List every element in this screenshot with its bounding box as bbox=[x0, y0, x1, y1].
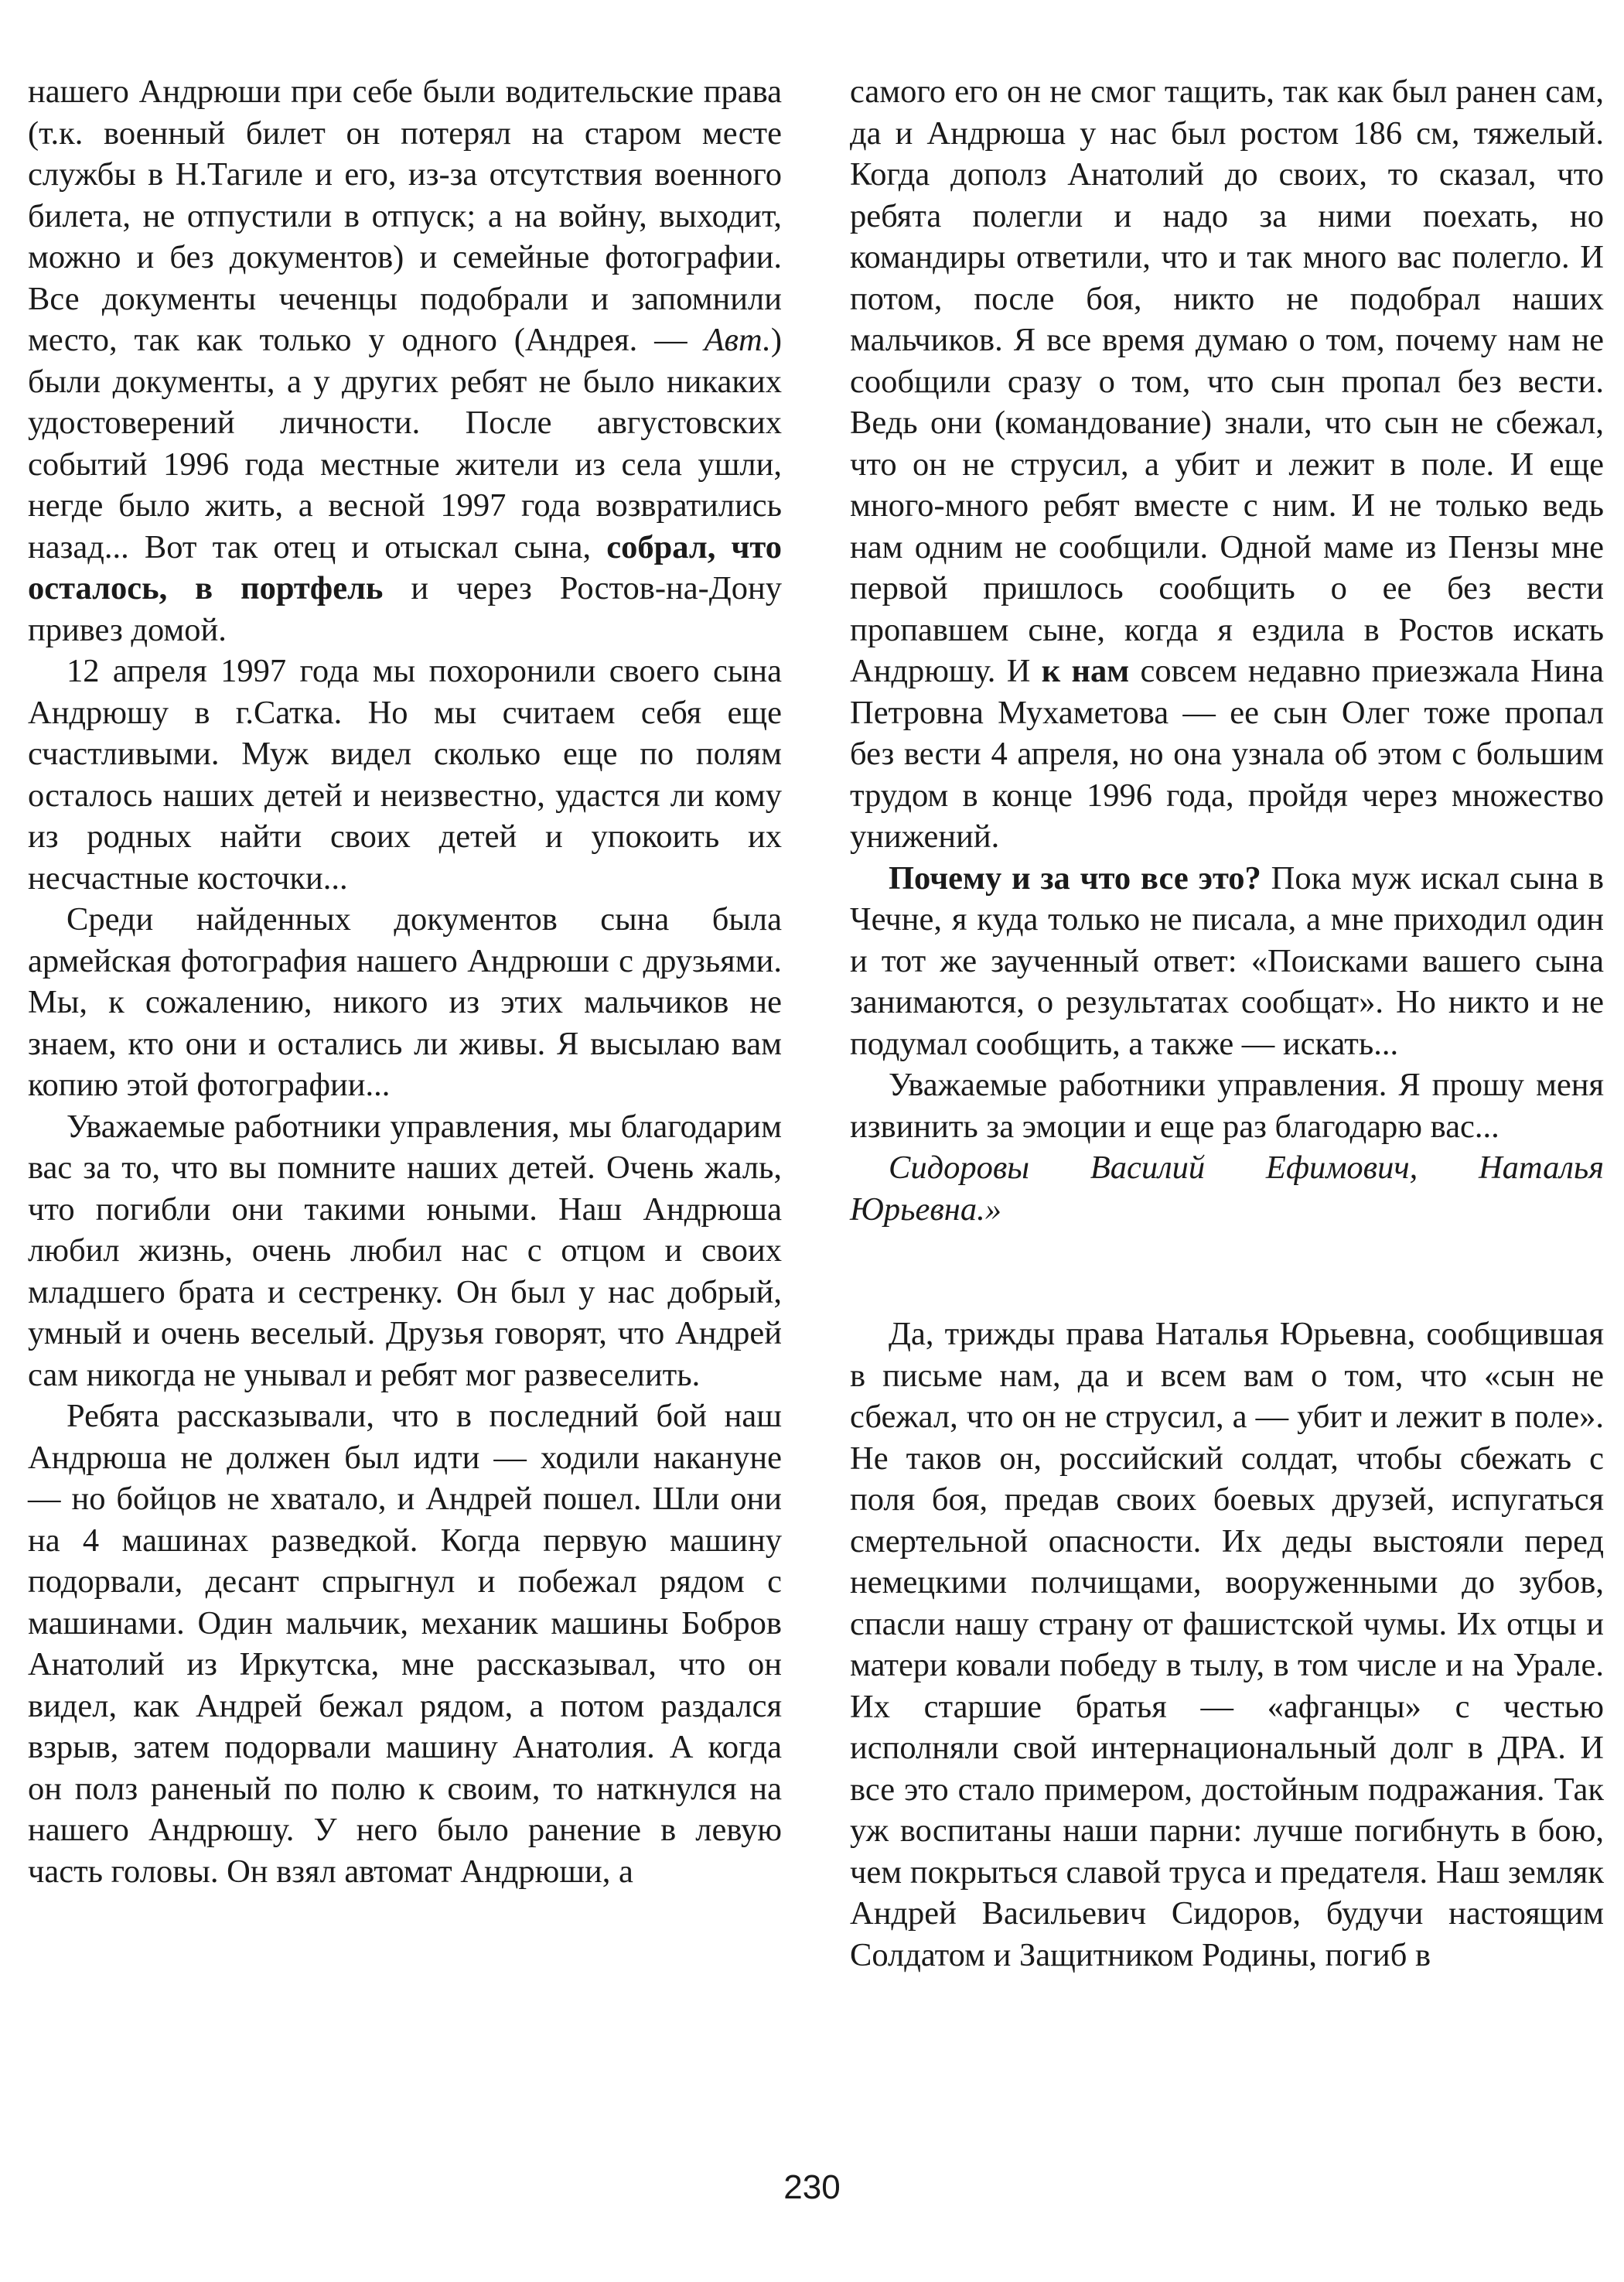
letter-signature: Сидоровы Василий Ефимович, Наталья Юрьевна.» bbox=[850, 1150, 1604, 1228]
paragraph bbox=[850, 858, 1604, 1065]
emphasis-bold: к нам bbox=[1041, 653, 1130, 689]
text-run: самого его он не смог тащить, так как был ранен сам, да и Андрюша у нас был ростом 186 см, тяжелый. Когда дополз Анатолий до своих, то сказал, что ребята полегли и надо за ними поехать, но командиры ответили, что и так много вас полегло. И потом, после боя, никто не подобрал наших мальчиков. Я все время думаю о том, почему нам не сообщили сразу о том, что сын пропал без вести. Ведь они (командование) знали, что сын не сбежал, что он не струсил, а убит и лежит в поле. И еще много-много ребят вместе с ним. И не только ведь нам одним не сообщили. Одной маме из Пензы мне первой пришлось сообщить о ее без вести пропавшем сыне, когда я ездила в Ростов искать Андрюшу. И bbox=[850, 73, 1604, 689]
paragraph-continued bbox=[28, 71, 782, 651]
paragraph: 12 апреля 1997 года мы похоронили своего сына Андрюшу в г.Сатка. Но мы считаем себя еще счастливыми. Муж видел сколько еще по полям осталось наших детей и неизвестно, удастся ли кому из родных найти своих детей и упокоить их несчастные косточки... bbox=[28, 653, 782, 897]
text-run: совсем недавно приезжала Нина Петровна Мухаметова — ее сын Олег тоже пропал без вести 4 апреля, но она узнала об этом с большим трудом в конце 1996 года, пройдя через множество унижений. bbox=[850, 653, 1604, 855]
text-run: и через Ростов-на-Дону привез домой. bbox=[28, 570, 782, 648]
text-run: Пока муж искал сына в Чечне, я куда только не писала, а мне приходил один и тот же заученный ответ: «Поисками вашего сына занимаются, о результатах сообщат». Но никто и не подумал сообщить, а также — искать... bbox=[850, 859, 1604, 1062]
text-run: нашего Андрюши при себе были водительские права (т.к. военный билет он потерял на старом месте службы в Н.Тагиле и его, из-за отсутствия военного билета, не отпустили в отпуск; а на войну, выходит, можно и без документов) и семейные фотографии. Все документы чеченцы подобрали и запомнили место, так как только у одного (Андрея. — bbox=[28, 73, 782, 358]
left-text-column bbox=[28, 71, 782, 1892]
paragraph: Уважаемые работники управления, мы благодарим вас за то, что вы помните наших детей. Очень жаль, что погибли они такими юными. Наш Андрюша любил жизнь, очень любил нас с отцом и своих младшего брата и сестренку. Он был у нас добрый, умный и очень веселый. Друзья говорят, что Андрей сам никогда не унывал и ребят мог развеселить. bbox=[28, 1108, 782, 1393]
emphasis-bold: собрал, что осталось, в портфель bbox=[28, 528, 782, 606]
right-text-column bbox=[850, 71, 1604, 1976]
paragraph: Среди найденных документов сына была армейская фотография нашего Андрюши с друзьями. Мы, к сожалению, никого из этих мальчиков не знаем, кто они и остались ли живы. Я высылаю вам копию этой фотографии... bbox=[28, 901, 782, 1103]
paragraph: Ребята рассказывали, что в последний бой наш Андрюша не должен был идти — ходили накануне — но бойцов не хватало, и Андрей пошел. Шли они на 4 машинах разведкой. Когда первую машину подорвали, десант спрыгнул и побежал рядом с машинами. Один мальчик, механик машины Бобров Анатолий из Иркутска, мне рассказывал, что он видел, как Андрей бежал рядом, а потом раздался взрыв, затем подорвали машину Анатолия. А когда он полз раненый по полю к своим, то наткнулся на нашего Андрюшу. У него было ранение в левую часть головы. Он взял автомат Андрюши, а bbox=[28, 1398, 782, 1890]
text-run: ) были документы, а у других ребят не было никаких удостоверений личности. После августовских событий 1996 года местные жители из села ушли, негде было жить, а весной 1997 года возвратились назад... Вот так отец и отыскал сына, bbox=[28, 322, 782, 565]
paragraph: Да, трижды права Наталья Юрьевна, сообщившая в письме нам, да и всем вам о том, что «сын не сбежал, что он не струсил, а — убит и лежит в поле». Не таков он, российский солдат, чтобы сбежать с поля боя, предав своих боевых друзей, испугаться смертельной опасности. Их деды выстояли перед немецкими полчищами, вооруженными до зубов, спасли нашу страну от фашистской чумы. Их отцы и матери ковали победу в тылу, в том числе и на Урале. Их старшие братья — «афганцы» с честью исполняли свой интернациональный долг в ДРА. И все это стало примером, достойным подражания. Так уж воспитаны наши парни: лучше погибнуть в бою, чем покрыться славой труса и предателя. Наш земляк Андрей Васильевич Сидоров, будучи настоящим Солдатом и Защитником Родины, погиб в bbox=[850, 1316, 1604, 1973]
paragraph-continued bbox=[850, 71, 1604, 858]
paragraph: Уважаемые работники управления. Я прошу меня извинить за эмоции и еще раз благодарю вас... bbox=[850, 1067, 1604, 1145]
emphasis-bold: Почему и за что все это? bbox=[889, 859, 1261, 897]
page-number: 230 bbox=[783, 2168, 841, 2206]
author-note: Авт. bbox=[704, 322, 771, 358]
